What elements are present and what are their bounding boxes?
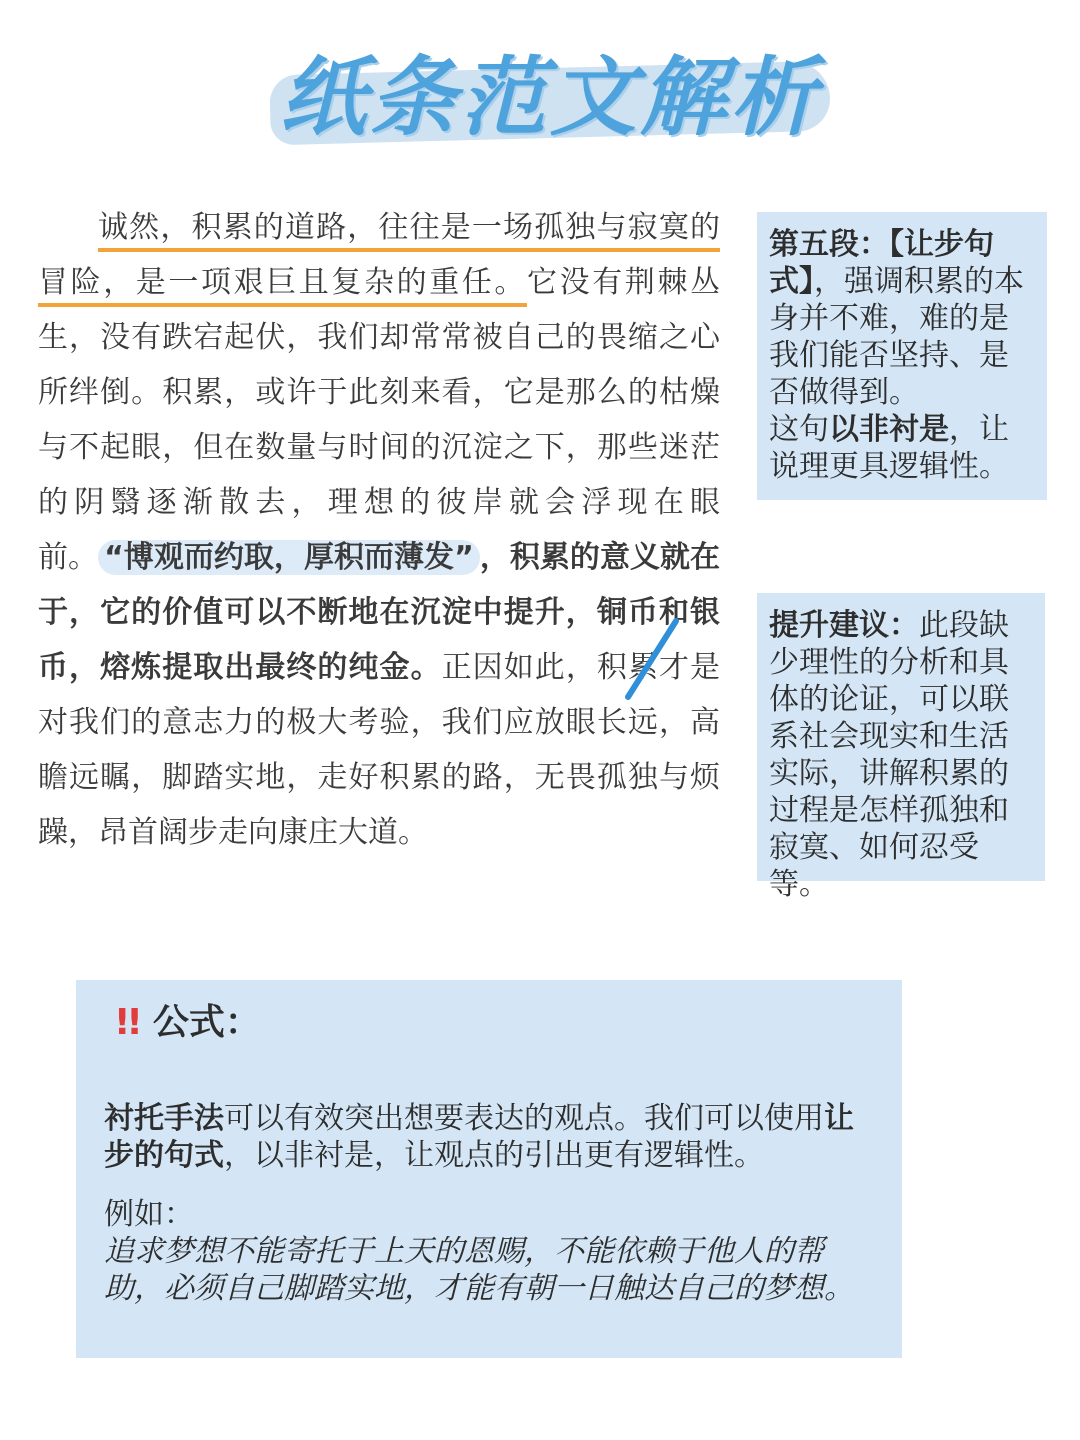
- essay-paragraph: [38, 200, 720, 860]
- formula-heading-row: [114, 998, 874, 1048]
- note-paragraph-five: [757, 212, 1047, 500]
- example-text: 追求梦想不能寄托于上天的恩赐，不能依赖于他人的帮助，必须自己脚踏实地，才能有朝一日触达自己的梦想。: [104, 1234, 854, 1306]
- example-label: 例如：: [104, 1197, 194, 1232]
- note5-text-3: ，让说理更具逻辑性。: [769, 412, 1009, 484]
- note5-bold: 以非衬是: [829, 412, 949, 447]
- note-advice: [757, 593, 1045, 902]
- formula-box: [76, 980, 902, 1358]
- formula-bold-1: 衬托手法: [104, 1101, 224, 1136]
- advice-heading: 提升建议：: [769, 608, 919, 643]
- exclamation-icon: !!: [114, 1002, 139, 1043]
- essay-text-2: 正因如此，积累才是对我们的意志力的极大考验，我们应放眼长远，高瞻远瞩，脚踏实地，走好积累的路，无畏孤独与烦躁，昂首阔步走向康庄大道。: [38, 650, 721, 850]
- page-title: 纸条范文解析: [280, 47, 820, 148]
- formula-body: [104, 1100, 874, 1174]
- formula-heading: 公式：: [152, 1002, 261, 1043]
- note5-text-2: 这句: [769, 412, 829, 447]
- underlined-sentence: 诚然，积累的道路，往往是一场孤独与寂寞的冒险，是一项艰巨且复杂的重任。: [38, 210, 720, 307]
- bold-sentence: ，积累的意义就在于，它的价值可以不断地在沉淀中提升，铜币和银币，熔炼提取出最终的纯金。: [38, 540, 721, 685]
- essay-text-1: 它没有荆棘丛生，没有跌宕起伏，我们却常常被自己的畏缩之心所绊倒。积累，或许于此刻来看，它是那么的枯燥与不起眼，但在数量与时间的沉淀之下，那些迷茫的阴翳逐渐散去，理想的彼岸就会浮现在眼前。: [38, 265, 720, 575]
- highlighted-quote: “博观而约取，厚积而薄发”: [98, 540, 480, 575]
- formula-text-2: ，以非衬是，让观点的引出更有逻辑性。: [224, 1138, 764, 1173]
- note5-heading: 第五段：【让步句式】: [769, 227, 994, 299]
- formula-text-1: 可以有效突出想要表达的观点。我们可以使用: [224, 1101, 824, 1136]
- formula-bold-2: 让步的句式: [104, 1101, 854, 1173]
- pen-stroke-mark: [620, 615, 690, 705]
- advice-text: 此段缺少理性的分析和具体的论证，可以联系社会现实和生活实际，讲解积累的过程是怎样孤独和寂寞、如何忍受等。: [769, 608, 1009, 902]
- title-area: [270, 38, 830, 158]
- note5-text: ，强调积累的本身并不难，难的是我们能否坚持、是否做得到。: [769, 264, 1024, 410]
